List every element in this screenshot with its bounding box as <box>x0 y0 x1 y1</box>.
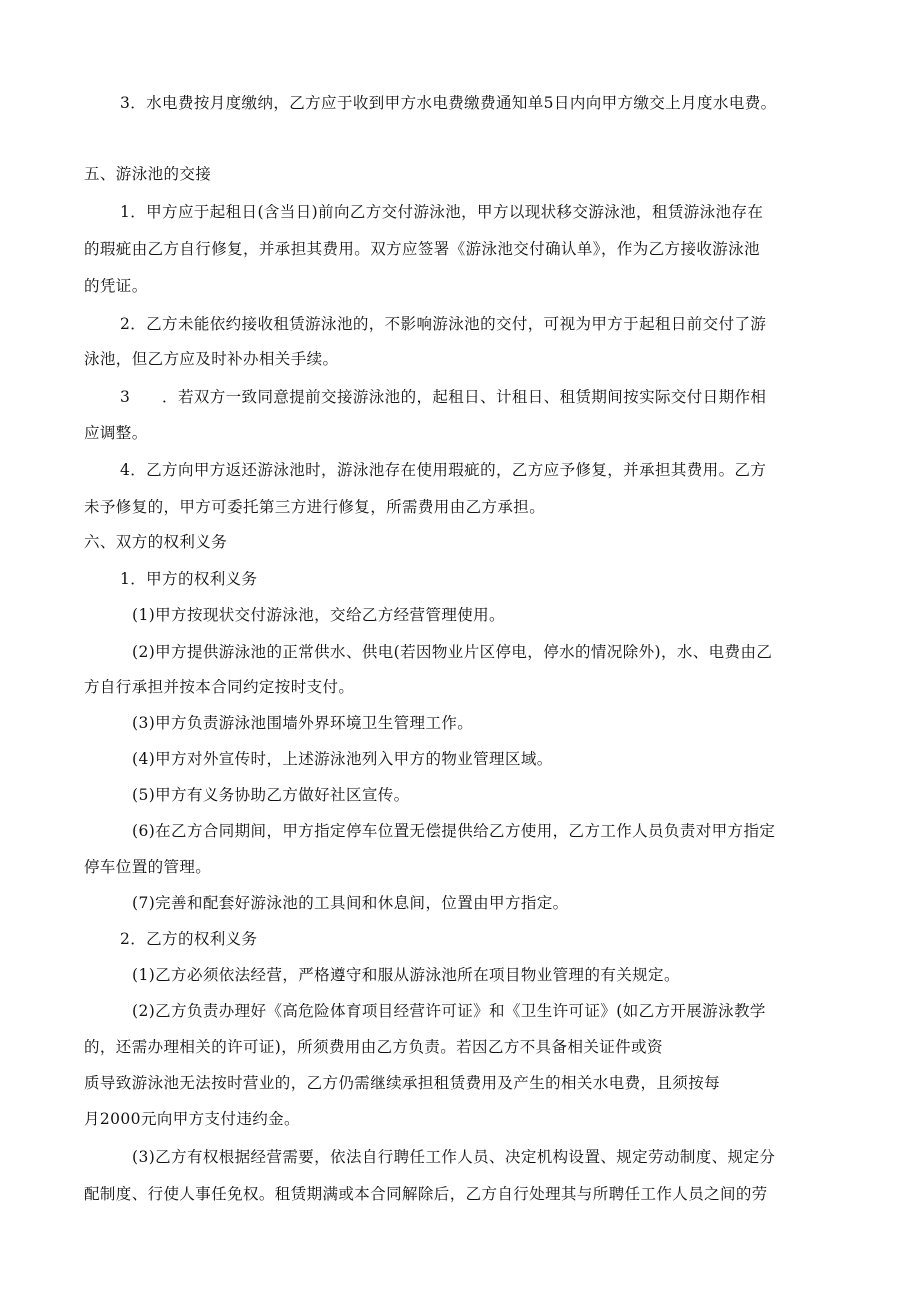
paragraph-line-6: 2．乙方未能依约接收租赁游泳池的，不影响游泳池的交付，可视为甲方于起租日前交付了游 <box>120 315 767 333</box>
paragraph-line-1: 3．水电费按月度缴纳，乙方应于收到甲方水电费缴费通知单5日内向甲方缴交上月度水电费。 <box>120 94 777 112</box>
list-item-1-3: (3)甲方负责游泳池围墙外界环境卫生管理工作。 <box>132 714 474 732</box>
list-item-1-6: (6)在乙方合同期间，甲方指定停车位置无偿提供给乙方使用，乙方工作人员负责对甲方指定 <box>132 822 776 840</box>
section-heading-5: 五、游泳池的交接 <box>84 165 212 183</box>
section-heading-6: 六、双方的权利义务 <box>84 533 228 551</box>
list-item-1-4: (4)甲方对外宣传时，上述游泳池列入甲方的物业管理区域。 <box>132 750 553 768</box>
list-item-2-2-cont-2: 质导致游泳池无法按时营业的，乙方仍需继续承担租赁费用及产生的相关水电费，且须按每 <box>84 1074 721 1092</box>
list-item-2-2-cont-1: 的，还需办理相关的许可证)，所须费用由乙方负责。若因乙方不具备相关证件或资 <box>84 1038 663 1056</box>
list-item-2-3: (3)乙方有权根据经营需要，依法自行聘任工作人员、决定机构设置、规定劳动制度、规定分 <box>132 1148 776 1166</box>
paragraph-line-5: 的凭证。 <box>84 277 148 295</box>
list-item-2-3-cont: 配制度、行使人事任免权。租赁期满或本合同解除后，乙方自行处理其与所聘任工作人员之间的劳 <box>84 1185 768 1203</box>
list-item-1-2: (2)甲方提供游泳池的正常供水、供电(若因物业片区停电，停水的情况除外)，水、电费由乙 <box>132 643 773 661</box>
list-item-1-1: (1)甲方按现状交付游泳池，交给乙方经营管理使用。 <box>132 606 505 624</box>
list-item-2-2-cont-3: 月2000元向甲方支付违约金。 <box>84 1110 300 1128</box>
list-item-2-2: (2)乙方负责办理好《高危险体育项目经营许可证》和《卫生许可证》(如乙方开展游泳教学 <box>132 1002 766 1020</box>
paragraph-line-3: 1．甲方应于起租日(含当日)前向乙方交付游泳池，甲方以现状移交游泳池，租赁游泳池存在 <box>120 203 764 221</box>
list-item-1-5: (5)甲方有义务协助乙方做好社区宣传。 <box>132 786 410 804</box>
subsection-heading-1: 1．甲方的权利义务 <box>120 570 258 588</box>
list-item-2-1: (1)乙方必须依法经营，严格遵守和服从游泳池所在项目物业管理的有关规定。 <box>132 966 680 984</box>
paragraph-line-7: 泳池，但乙方应及时补办相关手续。 <box>84 350 339 368</box>
subsection-heading-2: 2．乙方的权利义务 <box>120 930 258 948</box>
list-item-1-7: (7)完善和配套好游泳池的工具间和休息间，位置由甲方指定。 <box>132 894 569 912</box>
paragraph-line-8: 3 ．若双方一致同意提前交接游泳池的，起租日、计租日、租赁期间按实际交付日期作相 <box>120 388 767 406</box>
paragraph-line-11: 未予修复的，甲方可委托第三方进行修复，所需费用由乙方承担。 <box>84 498 546 516</box>
paragraph-line-10: 4．乙方向甲方返还游泳池时，游泳池存在使用瑕疵的，乙方应予修复，并承担其费用。乙方 <box>120 461 767 479</box>
paragraph-line-9: 应调整。 <box>84 424 148 442</box>
list-item-1-6-cont: 停车位置的管理。 <box>84 858 212 876</box>
paragraph-line-4: 的瑕疵由乙方自行修复，并承担其费用。双方应签署《游泳池交付确认单》，作为乙方接收游泳池 <box>84 240 760 258</box>
list-item-1-2-cont: 方自行承担并按本合同约定按时支付。 <box>84 678 355 696</box>
